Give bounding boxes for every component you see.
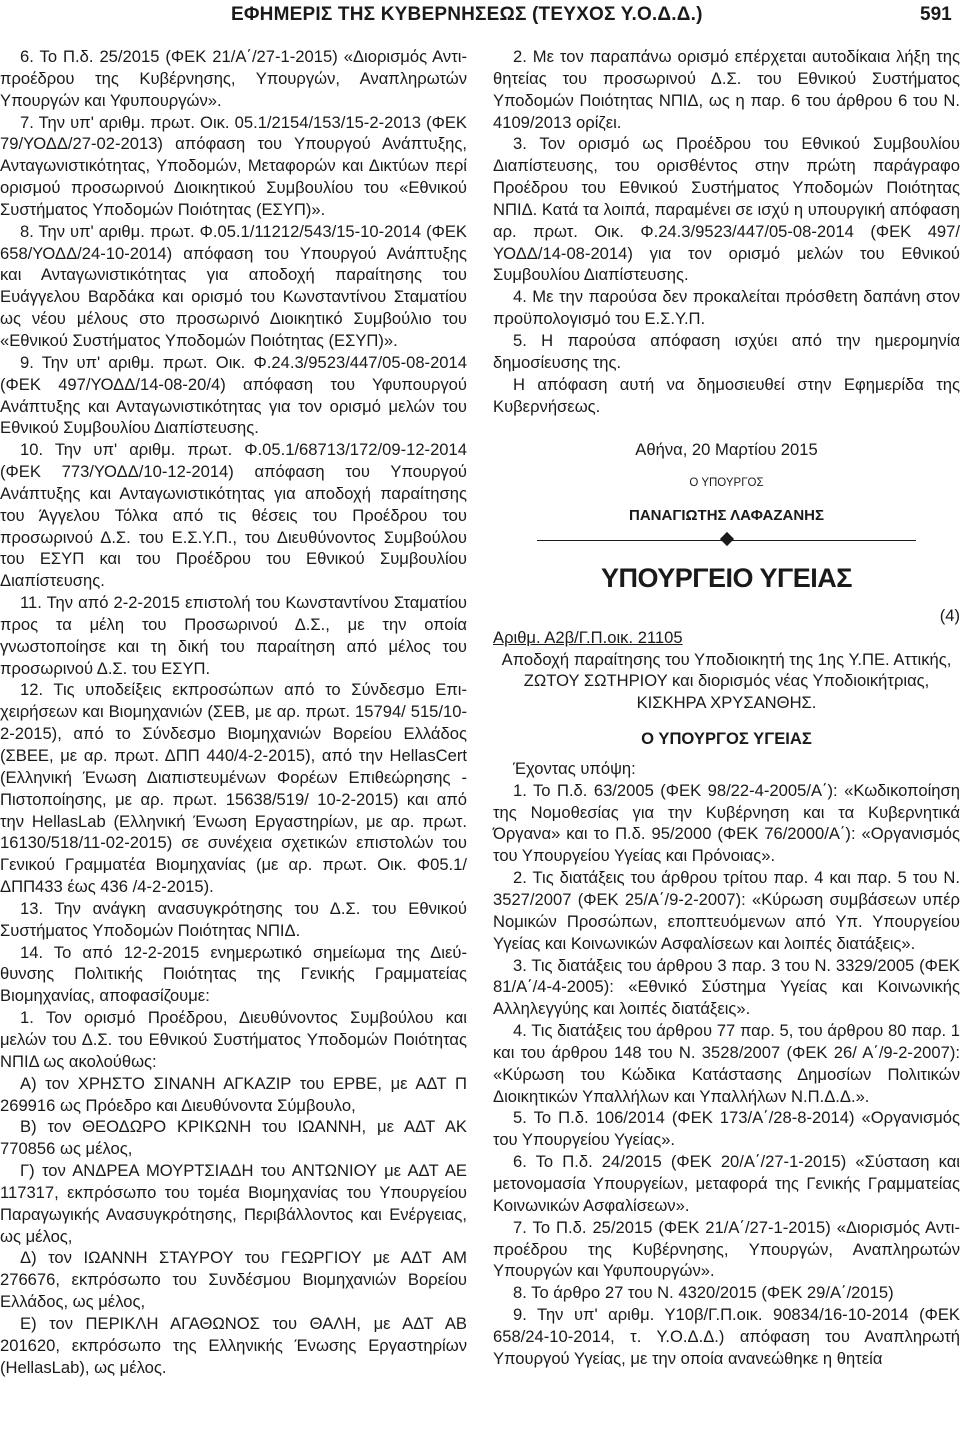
paragraph: 10. Την υπ' αριθμ. πρωτ. Φ.05.1/68713/172/09-12-2014 (ΦΕΚ 773/ΥΟΔΔ/10-12-2014) απόφαση του Υπουργού Ανάπτυξης και Ανταγωνιστικότητας για αποδοχή παραίτησης του Άγγελου Τόλκα από τις θέσεις του Προέδρου του προσωρινού Δ.Σ. του Ε.Σ.Υ.Π., του Διευθύνοντος Συμβούλου του ΕΣΥΠ και του Προέδρου του Εθνικού Συμβουλίου Διαπίστευσης. <box>0 440 467 591</box>
page-number: 591 <box>920 4 952 25</box>
ministry-heading: ΥΠΟΥΡΓΕΙΟ ΥΓΕΙΑΣ <box>601 562 852 593</box>
paragraph: 9. Την υπ' αριθμ. πρωτ. Οικ. Φ.24.3/9523/447/05-08-2014 (ΦΕΚ 497/ΥΟΔΔ/14-08-20/4) απόφαση του Υφυπουργού Ανάπτυξης και Ανταγωνιστικότητας για τον ορισμό μελών του Εθνικού Συμβουλίου Διαπίστευσης. <box>0 352 467 438</box>
paragraph: 8. Το άρθρο 27 του Ν. 4320/2015 (ΦΕΚ 29/Α΄/2015) <box>513 1283 894 1303</box>
paragraph: 8. Την υπ' αριθμ. πρωτ. Φ.05.1/11212/543/15-10-2014 (ΦΕΚ 658/ΥΟΔΔ/24-10-2014) απόφαση του Υπουργού Ανάπτυξης και Ανταγωνιστικότητας για αποδοχή παραίτησης του Ευάγγελου Βαρδάκα και ορισμό του Κωνσταντίνου Σταματίου ως νέου μέλους στο προσωρινό Διοικητικό Συμβούλιο του «Εθνικού Συστήματος Υποδομών Ποιότητας (ΕΣΥΠ)». <box>0 221 467 350</box>
left-column <box>0 46 467 1378</box>
section-divider <box>537 533 916 547</box>
paragraph: 5. Το Π.δ. 106/2014 (ΦΕΚ 173/Α΄/28-8-2014) «Οργανισμός του Υπουργείου Υγείας». <box>493 1108 960 1150</box>
paragraph: 14. Το από 12-2-2015 ενημερωτικό σημείωμα της Διεύθυνσης Πολιτικής Ποιότητας της Γενικής Γραμματείας Βιομηχανίας, αποφασίζουμε: <box>0 942 467 1006</box>
ref-number-line <box>493 627 960 649</box>
paragraph: 1. Το Π.δ. 63/2005 (ΦΕΚ 98/22-4-2005/Α΄): «Κωδικοποίηση της Νομοθεσίας για την Κυβέρνηση και τα Κυβερνητικά Όργανα» και το Π.δ. 95/2000 (ΦΕΚ 76/2000/Α΄): «Οργανισμός του Υπουργείου Υγείας και Πρόνοιας». <box>493 780 960 866</box>
paragraph: 9. Την υπ' αριθμ. Υ10β/Γ.Π.οικ. 90834/16-10-2014 (ΦΕΚ 658/24-10-2014, τ. Υ.Ο.Δ.Δ.) απόφαση του Αναπληρωτή Υπουργού Υγείας, με την οποία ανανεώθηκε η θητεία <box>493 1305 960 1368</box>
paragraph: 4. Με την παρούσα δεν προκαλείται πρόσθετη δαπάνη στον προϋπολογισμό του Ε.Σ.Υ.Π. <box>493 287 960 329</box>
considering-label: Έχοντας υπόψη: <box>513 758 636 778</box>
diamond-icon <box>719 532 733 546</box>
paragraph: 2. Με τον παραπάνω ορισμό επέρχεται αυτοδίκαια λήξη της θητείας του προσωρινού Δ.Σ. του Εθνικού Συστήματος Υποδομών Ποιότητας ΝΠΙΔ, ως η παρ. 6 του άρθρου 6 του Ν. 4109/2013 ορίζει. <box>493 47 960 132</box>
paragraph: 3. Τις διατάξεις του άρθρου 3 παρ. 3 του Ν. 3329/2005 (ΦΕΚ 81/Α΄/4-4-2005): «Εθνικό Σύστημα Υγείας και Κοινωνικής Αλληλεγγύης και λοιπές διατάξεις». <box>493 955 960 1019</box>
paragraph: Α) τον ΧΡΗΣΤΟ ΣΙΝΑΝΗ ΑΓΚΑΖΙΡ του ΕΡΒΕ, με ΑΔΤ Π 269916 ως Πρόεδρο και Διευθύνοντα Σύμβουλο, <box>0 1073 467 1115</box>
signature-role: Ο ΥΠΟΥΡΓΟΣ <box>689 477 764 490</box>
paragraph: 7. Το Π.δ. 25/2015 (ΦΕΚ 21/Α΄/27-1-2015) «Διορισμός Αντιπροέδρου της Κυβέρνησης, Υπουργών, Αναπληρωτών Υπουργών και Υφυπουργών». <box>493 1217 960 1281</box>
paragraph: 4. Τις διατάξεις του άρθρου 77 παρ. 5, του άρθρου 80 παρ. 1 και του άρθρου 148 του Ν. 3528/2007 (ΦΕΚ 26/ Α΄/9-2-2007): «Κύρωση του Κώδικα Κατάστασης Δημοσίων Πολιτικών Διοικητικών Υπαλλήλων και Υπαλλήλων Ν.Π.Δ.Δ.». <box>493 1021 960 1106</box>
signature-name: ΠΑΝΑΓΙΩΤΗΣ ΛΑΦΑΖΑΝΗΣ <box>629 507 824 525</box>
paragraph: 1. Τον ορισμό Προέδρου, Διευθύνοντος Συμβούλου και μελών του Δ.Σ. του Εθνικού Συστήματος Υποδομών Ποιότητας ΝΠΙΔ ως ακολούθως: <box>0 1008 467 1071</box>
decision-number: (4) <box>939 605 960 625</box>
ref-number: Αριθμ. Α2β/Γ.Π.οικ. 21105 <box>493 627 683 647</box>
paragraph: Η απόφαση αυτή να δημοσιευθεί στην Εφημερίδα της Κυβερνήσεως. <box>493 374 960 416</box>
page-header <box>0 0 960 30</box>
paragraph: Β) τον ΘΕΟΔΩΡΟ ΚΡΙΚΩΝΗ του ΙΩΑΝΝΗ, με ΑΔΤ ΑΚ 770856 ως μέλος, <box>0 1117 467 1159</box>
paragraph: 7. Την υπ' αριθμ. πρωτ. Οικ. 05.1/2154/153/15-2-2013 (ΦΕΚ 79/ΥΟΔΔ/27-02-2013) απόφαση του Υπουργού Ανάπτυξης, Ανταγωνιστικότητας, Υποδομών, Μεταφορών και Δικτύων περί ορισμού προσωρινού Διοικητικού Συμβουλίου του «Εθνικού Συστήματος Υποδομών Ποιότητας (ΕΣΥΠ)». <box>0 112 467 219</box>
decision-title: Αποδοχή παραίτησης του Υποδιοικητή της 1ης Υ.ΠΕ. Αττικής, ΖΩΤΟΥ ΣΩΤΗΡΙΟΥ και διορισμός νέας Υποδιοικήτριας, ΚΙΣΚΗΡΑ ΧΡΥΣΑΝΘΗΣ. <box>501 649 952 713</box>
minister-heading: Ο ΥΠΟΥΡΓΟΣ ΥΓΕΙΑΣ <box>641 729 812 749</box>
paragraph: Ε) τον ΠΕΡΙΚΛΗ ΑΓΑΘΩΝΟΣ του ΘΑΛΗ, με ΑΔΤ ΑΒ 201620, εκπρόσωπο της Ελληνικής Ένωσης Εργαστηρίων (HellasLab), ως μέλος. <box>0 1313 467 1377</box>
paragraph: 5. Η παρούσα απόφαση ισχύει από την ημερομηνία δημοσίευσης της. <box>493 330 960 372</box>
paragraph: 2. Τις διατάξεις του άρθρου τρίτου παρ. 4 και παρ. 5 του Ν. 3527/2007 (ΦΕΚ 25/Α΄/9-2-2007): «Κύρωση συμβάσεων υπέρ Νομικών Προσώπων, εποπτευόμενων από Υπ. Υπουργείου Υγείας και Κοινωνικών Ασφαλίσεων και λοιπές διατάξεις». <box>493 868 960 953</box>
paragraph: 12. Τις υποδείξεις εκπροσώπων από το Σύνδεσμο Επιχειρήσεων και Βιομηχανιών (ΣΕΒ, με αρ. πρωτ. 15794/ 515/10-2-2015), από το Σύνδεσμο Βιομηχανιών Βορείου Ελλάδος (ΣΒΕΕ, με αρ. πρωτ. ΔΠΠ 440/4-2-2015), από την HellasCert (Ελληνική Ένωση Διαπιστευμένων Φορέων Επιθεώρησης - Πιστοποίησης, με αρ. πρωτ. 15638/519/ 10-2-2015) και από την HellasLab (Ελληνική Ένωση Εργαστηρίων, με αρ. πρωτ. 16130/518/11-02-2015) σε συνέχεια σχετικών επιστολών του Γενικού Γραμματέα Βιομηχανίας (με αρ. πρωτ. Οικ. Φ05.1/ΔΠΠ433 έως 436 /4-2-2015). <box>0 680 467 897</box>
paragraph: Δ) τον ΙΩΑΝΝΗ ΣΤΑΥΡΟΥ του ΓΕΩΡΓΙΟΥ με ΑΔΤ ΑΜ 276676, εκπρόσωπο του Συνδέσμου Βιομηχανιών Βορείου Ελλάδος, ως μέλος, <box>0 1248 467 1312</box>
paragraph: 6. Το Π.δ. 24/2015 (ΦΕΚ 20/Α΄/27-1-2015) «Σύσταση και μετονομασία Υπουργείων, μεταφορά της Γενικής Γραμματείας Κοινωνικών Ασφαλίσεων». <box>493 1152 960 1215</box>
signature-place-date: Αθήνα, 20 Μαρτίου 2015 <box>635 440 818 460</box>
paragraph: Γ) τον ΑΝΔΡΕΑ ΜΟΥΡΤΣΙΑΔΗ του ΑΝΤΩΝΙΟΥ με ΑΔΤ ΑΕ 117317, εκπρόσωπο του τομέα Βιομηχανίας του Υπουργείου Παραγωγικής Ανασυγκρότησης, Περιβάλλοντος και Ενέργειας, ως μέλος, <box>0 1161 467 1246</box>
gazette-title: ΕΦΗΜΕΡΙΣ ΤΗΣ ΚΥΒΕΡΝΗΣΕΩΣ (ΤΕΥΧΟΣ Υ.Ο.Δ.Δ.) <box>231 4 703 25</box>
paragraph: 3. Τον ορισμό ως Προέδρου του Εθνικού Συμβουλίου Διαπίστευσης, του ορισθέντος στην πρώτη παράγραφο Προέδρου του Εθνικού Συστήματος Υποδομών Ποιότητας ΝΠΙΔ. Κατά τα λοιπά, παραμένει σε ισχύ η υπουργική απόφαση αρ. πρωτ. Οικ. Φ.24.3/9523/447/05-08-2014 (ΦΕΚ 497/ΥΟΔΔ/14-08-2014) για τον ορισμό μελών του Εθνικού Συμβουλίου Διαπίστευσης. <box>493 134 960 285</box>
paragraph: 11. Την από 2-2-2015 επιστολή του Κωνσταντίνου Σταματίου προς τα μέλη του Προσωρινού Δ.Σ., με την οποία γνωστοποίησε και τη δική του παραίτηση από μέλος του προσωρινού Δ.Σ. του ΕΣΥΠ. <box>0 593 467 678</box>
paragraph: 6. Το Π.δ. 25/2015 (ΦΕΚ 21/Α΄/27-1-2015) «Διορισμός Αντιπροέδρου της Κυβέρνησης, Υπουργών, Αναπληρωτών Υπουργών και Υφυπουργών». <box>0 47 467 110</box>
paragraph: 13. Την ανάγκη ανασυγκρότησης του Δ.Σ. του Εθνικού Συστήματος Υποδομών Ποιότητας ΝΠΙΔ. <box>0 898 467 940</box>
right-column <box>493 46 960 1370</box>
